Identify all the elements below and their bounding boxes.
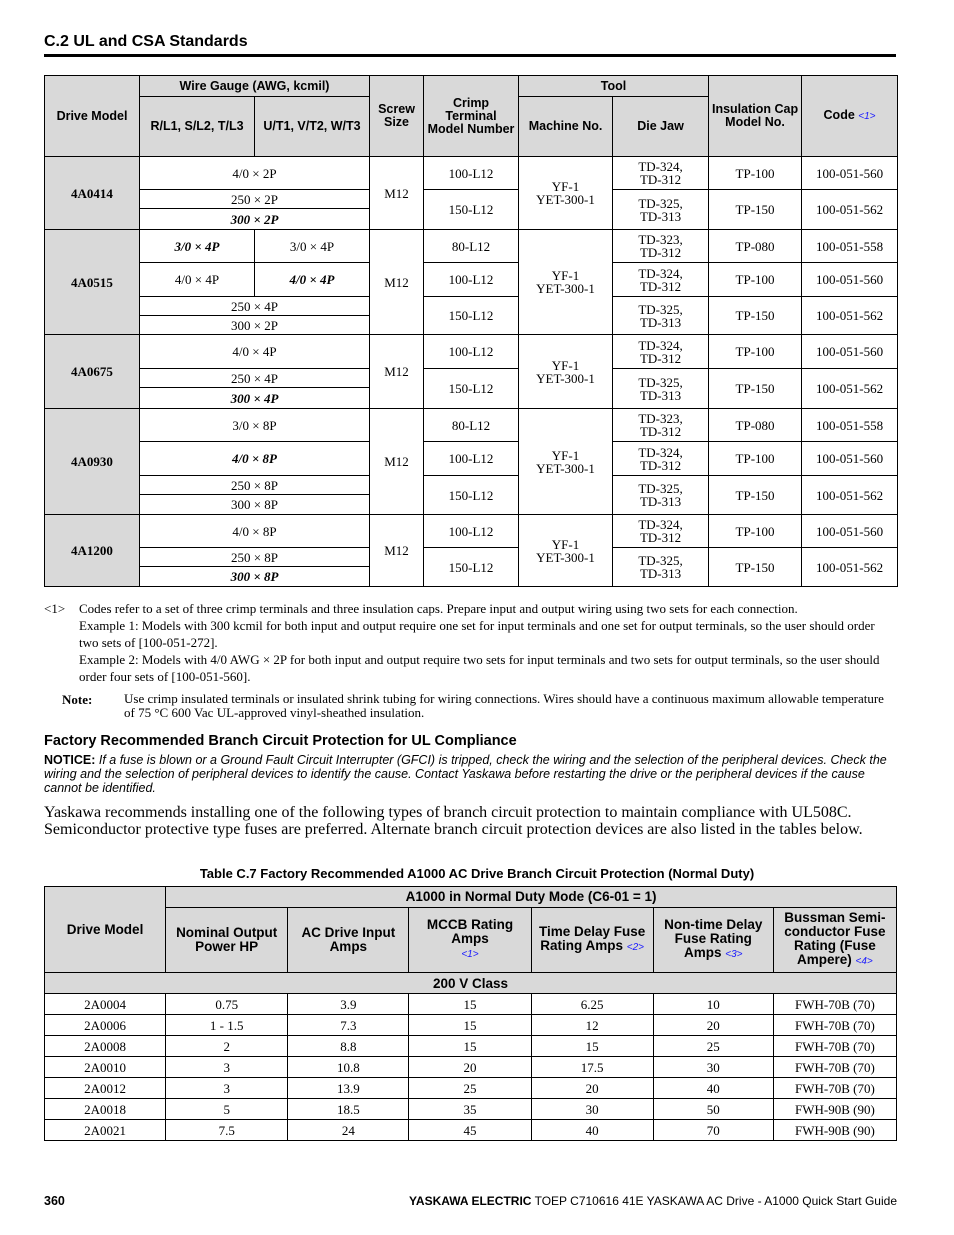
footnote-ref-link[interactable]: <1> [858,111,876,122]
machine-line: YF-1 [551,357,580,373]
table-cell: 2A0021 [45,1120,166,1141]
code-cell: 100-051-562 [802,369,898,409]
die-jaw-cell [613,263,709,297]
drive-model-cell: 4A0414 [45,157,140,230]
die-line: TD-313 [639,566,682,581]
code-cell: 100-051-562 [802,548,898,587]
die-jaw-cell [613,297,709,335]
screw-size-cell: M12 [370,515,424,587]
table-cell: 25 [653,1036,773,1057]
crimp-terminal-cell: 100-L12 [424,442,519,476]
code-cell: 100-051-560 [802,157,898,190]
footnote-line: Codes refer to a set of three crimp terminals and three insulation caps. Prepare input and output wiring using two sets for each connection. [79,601,798,616]
fuse-table-body [45,994,897,1141]
die-jaw-cell [613,476,709,515]
die-line: TD-312 [639,245,682,260]
table-cell: 5 [166,1099,288,1120]
code-cell: 100-051-560 [802,263,898,297]
wire-gauge-input-cell: 3/0 × 4P [140,230,255,263]
footer-text [409,1194,897,1208]
die-jaw-cell [613,442,709,476]
machine-line: YET-300-1 [536,370,595,386]
die-line: TD-313 [639,494,682,509]
notice-text: If a fuse is blown or a Ground Fault Circuit Interrupter (GFCI) is tripped, check the wiring and the selection of the peripheral devices. Check the wiring and the selection of peripheral devices to identify the cause. Contact Yaskawa before restarting the drive or the peripheral devices if the cause cannot be identified. [44,753,887,795]
footer-doc: TOEP C710616 41E YASKAWA AC Drive - A1000 Quick Start Guide [531,1194,897,1208]
crimp-terminal-cell: 150-L12 [424,369,519,409]
table-cell: 50 [653,1099,773,1120]
header-non-time-delay-label: Non-time Delay Fuse Rating Amps [664,917,763,960]
wire-gauge-cell: 300 × 4P [140,388,370,409]
table-row [45,1120,897,1141]
insulation-cap-cell: TP-080 [709,230,802,263]
die-line: TD-324, [638,265,683,281]
footnote-ref-link[interactable]: <4> [855,956,873,967]
drive-model-cell: 4A0930 [45,409,140,515]
table-cell: 25 [409,1078,531,1099]
die-line: TD-325, [638,481,683,496]
machine-no-cell [519,515,613,587]
insulation-cap-cell: TP-100 [709,157,802,190]
insulation-cap-cell: TP-150 [709,476,802,515]
table-cell: 35 [409,1099,531,1120]
wire-gauge-input-cell: 4/0 × 4P [140,263,255,297]
branch-protection-table [44,886,897,1141]
header-time-delay-label: Time Delay Fuse Rating Amps [538,924,646,953]
table-cell: 3 [166,1078,288,1099]
wire-gauge-cell: 300 × 2P [140,316,370,335]
table-cell: 8.8 [288,1036,409,1057]
drive-model-cell: 4A1200 [45,515,140,587]
wire-gauge-output-cell: 4/0 × 4P [255,263,370,297]
die-jaw-cell [613,548,709,587]
table-cell: 2A0010 [45,1057,166,1078]
table-cell: 18.5 [288,1099,409,1120]
wire-gauge-cell: 4/0 × 2P [140,157,370,190]
table-cell: 17.5 [531,1057,653,1078]
machine-line: YF-1 [551,179,580,194]
crimp-terminal-cell: 150-L12 [424,476,519,515]
table-row [45,515,898,548]
crimp-terminal-cell: 100-L12 [424,335,519,369]
table-row [45,1099,897,1120]
table-cell: 15 [531,1036,653,1057]
table-row [45,335,898,369]
code-cell: 100-051-558 [802,409,898,442]
table-cell: 40 [653,1078,773,1099]
table-cell: FWH-90B (90) [773,1099,896,1120]
page-number: 360 [44,1194,65,1208]
table-row [45,1057,897,1078]
wire-gauge-cell: 4/0 × 4P [140,335,370,369]
crimp-terminal-table [44,75,898,587]
wire-gauge-cell: 250 × 8P [140,548,370,567]
die-line: TD-325, [638,195,683,211]
die-line: TD-324, [638,337,683,353]
table-cell: FWH-70B (70) [773,1078,896,1099]
branch-protection-heading: Factory Recommended Branch Circuit Protection for UL Compliance [44,733,517,749]
header-output-terminals: U/T1, V/T2, W/T3 [255,97,370,157]
table-row [45,369,898,388]
section-title: C.2 UL and CSA Standards [44,33,248,50]
insulation-cap-cell: TP-150 [709,548,802,587]
table-cell: 3.9 [288,994,409,1015]
die-line: TD-324, [638,444,683,460]
screw-size-cell: M12 [370,409,424,515]
table-cell: 7.3 [288,1015,409,1036]
table-cell: 2A0004 [45,994,166,1015]
crimp-terminal-cell: 150-L12 [424,548,519,587]
wire-gauge-cell: 4/0 × 8P [140,515,370,548]
header-mccb-label: MCCB Rating Amps [426,917,514,946]
table-cell: 15 [409,994,531,1015]
header-bussman-fuse [773,908,896,973]
code-cell: 100-051-562 [802,297,898,335]
table-cell: FWH-70B (70) [773,994,896,1015]
note-label: Note: [62,692,93,707]
table-cell: 2A0006 [45,1015,166,1036]
table-cell: 40 [531,1120,653,1141]
wire-gauge-cell: 300 × 8P [140,495,370,515]
wire-gauge-cell: 300 × 8P [140,567,370,587]
table-cell: 2A0012 [45,1078,166,1099]
insulation-cap-cell: TP-100 [709,515,802,548]
die-jaw-cell [613,190,709,230]
crimp-terminal-cell: 80-L12 [424,409,519,442]
notice-label: NOTICE: [44,753,96,767]
table-cell: 20 [531,1078,653,1099]
footnote-example-2: Example 2: Models with 4/0 AWG × 2P for both input and output require two sets for input terminals and two sets for output terminals, so the user should order four sets of [100-051-560]. [79,652,880,684]
footnote-example-1: Example 1: Models with 300 kcmil for both input and output require one set for input terminals and one set for output terminals, so the user should order two sets of [100-051-272]. [79,618,875,650]
header-code [802,76,898,157]
wire-gauge-cell: 250 × 4P [140,297,370,316]
die-jaw-cell [613,335,709,369]
wire-gauge-cell: 250 × 2P [140,190,370,209]
table-cell: 2A0008 [45,1036,166,1057]
screw-size-cell: M12 [370,157,424,230]
footnote-body [79,600,897,685]
table-cell: 30 [531,1099,653,1120]
insulation-cap-cell: TP-100 [709,442,802,476]
notice-block [44,753,900,795]
die-line: TD-325, [638,301,683,317]
table-cell: 2 [166,1036,288,1057]
voltage-class-row: 200 V Class [45,973,897,994]
table-cell: 20 [653,1015,773,1036]
code-cell: 100-051-560 [802,442,898,476]
table-cell: FWH-90B (90) [773,1120,896,1141]
table-cell: FWH-70B (70) [773,1015,896,1036]
footer-brand: YASKAWA ELECTRIC [409,1194,532,1208]
code-cell: 100-051-560 [802,335,898,369]
screw-size-cell: M12 [370,230,424,335]
header-time-delay-fuse [531,908,653,973]
die-jaw-cell [613,369,709,409]
footnote-ref-link[interactable]: <1> [461,949,479,960]
header-drive-model: Drive Model [45,887,166,973]
machine-line: YF-1 [551,536,580,552]
table-row [45,1015,897,1036]
header-machine-no: Machine No. [519,97,613,157]
table-cell: 15 [409,1015,531,1036]
code-cell: 100-051-558 [802,230,898,263]
code-cell: 100-051-560 [802,515,898,548]
header-output-power: Nominal Output Power HP [166,908,288,973]
table-cell: 1 - 1.5 [166,1015,288,1036]
table-cell: 12 [531,1015,653,1036]
header-input-amps: AC Drive Input Amps [288,908,409,973]
die-line: TD-312 [639,457,682,473]
footnote-tag: <1> [44,601,66,616]
table-cell: 13.9 [288,1078,409,1099]
machine-line: YF-1 [551,447,580,463]
code-cell: 100-051-562 [802,190,898,230]
die-line: TD-323, [638,232,683,247]
die-line: TD-313 [639,387,682,403]
die-line: TD-324, [638,159,683,174]
intro-paragraph: Yaskawa recommends installing one of the following types of branch circuit protection to maintain compliance with UL508C. Semiconductor protective type fuses are preferred. Alternate branch circuit protection devices are also listed in the tables below. [44,804,863,838]
header-input-terminals: R/L1, S/L2, T/L3 [140,97,255,157]
crimp-terminal-cell: 100-L12 [424,157,519,190]
wire-gauge-cell: 4/0 × 8P [140,442,370,476]
die-line: TD-325, [638,374,683,390]
header-non-time-delay-fuse [653,908,773,973]
table-cell: 10.8 [288,1057,409,1078]
wire-gauge-cell: 250 × 8P [140,476,370,495]
die-line: TD-312 [639,172,682,187]
machine-no-cell [519,335,613,409]
crimp-terminal-cell: 100-L12 [424,515,519,548]
die-jaw-cell [613,157,709,190]
machine-no-cell [519,230,613,335]
table-row [45,442,898,476]
die-line: TD-312 [639,278,682,294]
header-drive-model: Drive Model [45,76,140,157]
die-jaw-cell [613,409,709,442]
die-line: TD-312 [639,350,682,366]
machine-line: YET-300-1 [536,192,595,207]
wire-gauge-cell: 250 × 4P [140,369,370,388]
crimp-terminal-cell: 150-L12 [424,297,519,335]
machine-line: YET-300-1 [536,460,595,476]
table-cell: 3 [166,1057,288,1078]
table-cell: 24 [288,1120,409,1141]
crimp-terminal-cell: 150-L12 [424,190,519,230]
crimp-terminal-cell: 100-L12 [424,263,519,297]
table-cell: 15 [409,1036,531,1057]
footnote-ref-link[interactable]: <3> [725,949,743,960]
table-row [45,409,898,442]
table-row [45,230,898,263]
machine-line: YET-300-1 [536,549,595,565]
drive-model-cell: 4A0675 [45,335,140,409]
wire-gauge-cell: 3/0 × 8P [140,409,370,442]
header-insulation-cap: Insulation Cap Model No. [709,76,802,157]
table-row [45,994,897,1015]
drive-model-cell: 4A0515 [45,230,140,335]
table-cell: 10 [653,994,773,1015]
wire-gauge-output-cell: 3/0 × 4P [255,230,370,263]
machine-line: YET-300-1 [536,281,595,296]
die-line: TD-323, [638,411,683,426]
note-text: Use crimp insulated terminals or insulated shrink tubing for wiring connections. Wires should have a continuous maximum allowable temperature of 75 °C 600 Vac UL-approved vinyl-sheathed insulation. [124,691,884,720]
table-cell: 70 [653,1120,773,1141]
machine-line: YF-1 [551,268,580,283]
table-caption: Table C.7 Factory Recommended A1000 AC Drive Branch Circuit Protection (Normal Duty) [199,866,755,881]
insulation-cap-cell: TP-150 [709,190,802,230]
table-row [45,548,898,567]
die-line: TD-313 [639,208,682,224]
wire-gauge-cell: 300 × 2P [140,209,370,230]
screw-size-cell: M12 [370,335,424,409]
table-row [45,1078,897,1099]
table-row [45,476,898,495]
table-row [45,1036,897,1057]
table-cell: 20 [409,1057,531,1078]
die-line: TD-312 [639,530,682,545]
insulation-cap-cell: TP-150 [709,369,802,409]
header-mccb-rating [409,908,531,973]
die-line: TD-312 [639,424,682,439]
code-cell: 100-051-562 [802,476,898,515]
insulation-cap-cell: TP-080 [709,409,802,442]
machine-no-cell [519,409,613,515]
table-row [45,297,898,316]
die-line: TD-325, [638,553,683,568]
table-cell: FWH-70B (70) [773,1057,896,1078]
footnote-ref-link[interactable]: <2> [626,942,644,953]
header-die-jaw: Die Jaw [613,97,709,157]
table-row [45,263,898,297]
insulation-cap-cell: TP-150 [709,297,802,335]
table-cell: FWH-70B (70) [773,1036,896,1057]
crimp-terminal-cell: 80-L12 [424,230,519,263]
table-cell: 7.5 [166,1120,288,1141]
insulation-cap-cell: TP-100 [709,335,802,369]
machine-no-cell [519,157,613,230]
die-jaw-cell [613,230,709,263]
table-cell: 45 [409,1120,531,1141]
header-normal-duty-mode: A1000 in Normal Duty Mode (C6-01 = 1) [166,887,897,908]
die-jaw-cell [613,515,709,548]
table-row [45,190,898,209]
insulation-cap-cell: TP-100 [709,263,802,297]
header-screw-size: Screw Size [370,76,424,157]
header-wire-gauge: Wire Gauge (AWG, kcmil) [140,76,370,97]
header-bussman-label: Bussman Semi-conductor Fuse Rating (Fuse Ampere) [784,910,886,967]
section-rule [44,54,896,57]
die-line: TD-313 [639,314,682,330]
table-cell: 30 [653,1057,773,1078]
header-code-label: Code [823,108,855,122]
die-line: TD-324, [638,517,683,532]
table-cell: 2A0018 [45,1099,166,1120]
table-cell: 0.75 [166,994,288,1015]
table-row [45,157,898,190]
table-cell: 6.25 [531,994,653,1015]
header-tool: Tool [519,76,709,97]
header-crimp-terminal: Crimp Terminal Model Number [424,76,519,157]
